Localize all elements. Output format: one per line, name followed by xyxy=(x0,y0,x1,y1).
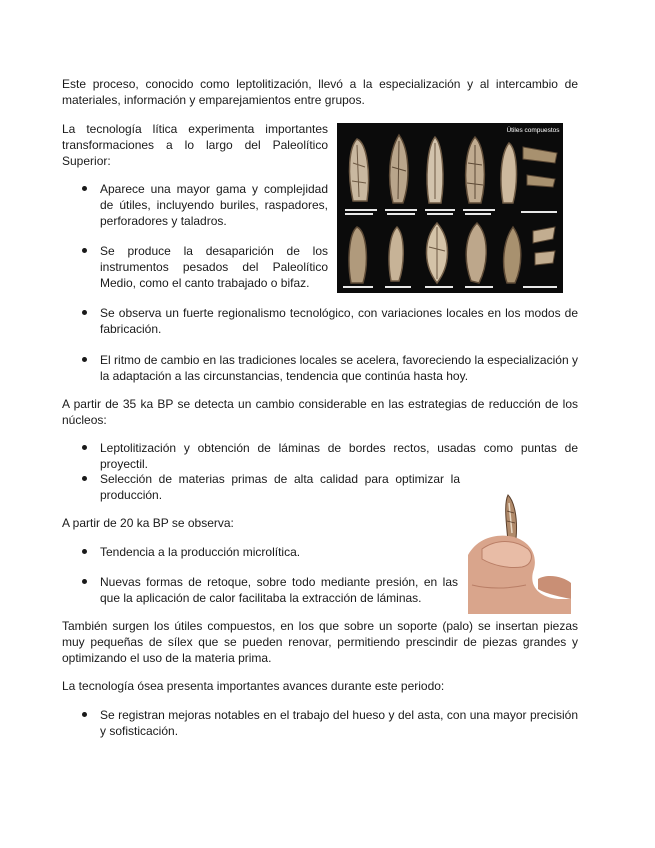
list-item xyxy=(100,544,458,560)
list-item xyxy=(100,305,578,337)
blade-tool xyxy=(501,143,516,203)
hand-thumb xyxy=(468,536,571,614)
bullet-icon xyxy=(82,186,87,191)
list-item xyxy=(100,707,578,739)
stone-tools-image xyxy=(337,123,563,293)
list-item xyxy=(100,352,578,384)
list-item-text: Tendencia a la producción microlítica. xyxy=(100,545,301,559)
list-item-text: Aparece una mayor gama y complejidad de útiles, incluyendo buriles, raspadores, perforadores y taladros. xyxy=(100,182,328,228)
list-item-text: Se produce la desaparición de los instrumentos pesados del Paleolítico Medio, como el canto trabajado o bifaz. xyxy=(100,244,328,290)
list-item-text: Nuevas formas de retoque, sobre todo mediante presión, en las que la aplicación de calor facilitaba la extracción de láminas. xyxy=(100,575,458,605)
bullet-icon xyxy=(82,579,87,584)
bullet-icon xyxy=(82,712,87,717)
small-blade-tool xyxy=(533,227,555,265)
scraper-tool xyxy=(349,227,366,283)
bullet-icon xyxy=(82,445,87,450)
bullet-icon xyxy=(82,476,87,481)
paragraph-20ka: A partir de 20 ka BP se observa: xyxy=(62,516,234,530)
list-item xyxy=(100,181,328,229)
blade-tool xyxy=(427,137,443,203)
list-item xyxy=(100,243,328,291)
blade-tool xyxy=(466,137,485,203)
list-item-text: Leptolitización y obtención de láminas de bordes rectos, usadas como puntas de proyectil. xyxy=(100,441,578,471)
paragraph-tecnologia-litica: La tecnología lítica experimenta importantes transformaciones a lo largo del Paleolítico Superior: xyxy=(62,122,328,168)
point-tool xyxy=(504,227,521,283)
microlith-blade xyxy=(506,495,517,541)
bullet-icon xyxy=(82,549,87,554)
list-item-text: Se observa un fuerte regionalismo tecnológico, con variaciones locales en los modos de fabricación. xyxy=(100,306,578,336)
leaf-point-tool xyxy=(427,223,448,283)
bullet-icon xyxy=(82,357,87,362)
burin-tool xyxy=(389,227,403,281)
composite-tool xyxy=(523,147,557,187)
list-item xyxy=(100,440,578,472)
bullet-icon xyxy=(82,310,87,315)
paragraph-tecnologia-osea: La tecnología ósea presenta importantes avances durante este periodo: xyxy=(62,679,445,693)
list-item-text: El ritmo de cambio en las tradiciones locales se acelera, favoreciendo la especialización y la adaptación a las circunstancias, tendencia que continúa hasta hoy. xyxy=(100,353,578,383)
blade-tool xyxy=(350,139,369,201)
bullet-icon xyxy=(82,248,87,253)
paragraph-utiles-compuestos: También surgen los útiles compuestos, en los que sobre un soporte (palo) se insertan piezas muy pequeñas de sílex que se pueden renovar, permitiendo prescindir de piezas grandes y optimizando el uso de la materia prima. xyxy=(62,619,578,665)
list-item-text: Selección de materias primas de alta calidad para optimizar la producción. xyxy=(100,472,460,502)
list-item xyxy=(100,574,458,606)
paragraph-35ka: A partir de 35 ka BP se detecta un cambio considerable en las estrategias de reducción de los núcleos: xyxy=(62,397,578,427)
tools-image-heading: Útiles compuestos xyxy=(506,127,560,134)
list-item-text: Se registran mejoras notables en el trabajo del hueso y del asta, con una mayor precisión y sofisticación. xyxy=(100,708,578,738)
microlith-in-hand-image xyxy=(468,493,571,614)
perforator-tool xyxy=(466,223,486,283)
blade-tool xyxy=(390,135,408,203)
paragraph-leptolitizacion: Este proceso, conocido como leptolitización, llevó a la especialización y al intercambio de materiales, información y emparejamientos entre grupos. xyxy=(62,77,578,107)
list-item xyxy=(100,471,460,503)
